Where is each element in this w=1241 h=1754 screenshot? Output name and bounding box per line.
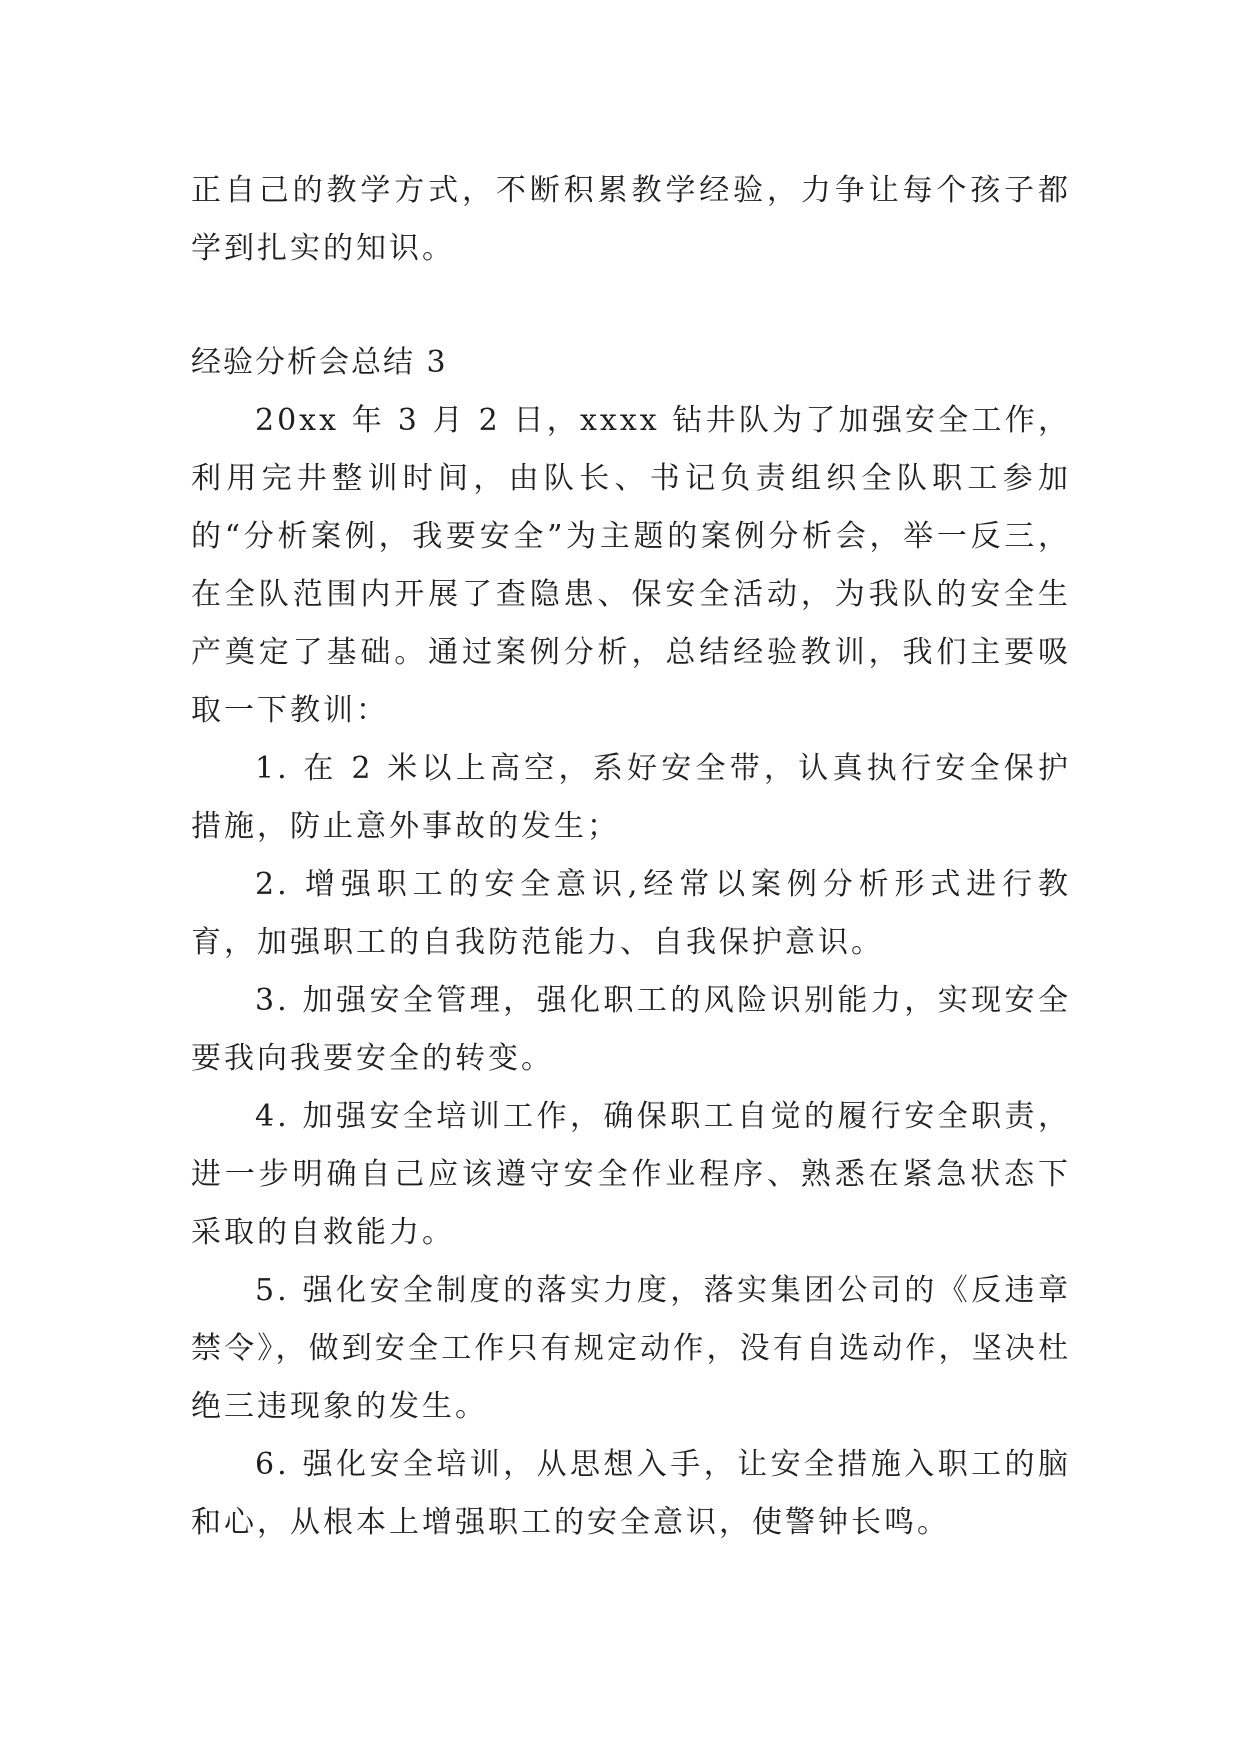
lesson-item-5: 5. 强化安全制度的落实力度，落实集团公司的《反违章禁令》，做到安全工作只有规定动作，没有自选动作，坚决杜绝三违现象的发生。 [191,1273,1071,1424]
intro-paragraph: 正自己的教学方式，不断积累教学经验，力争让每个孩子都学到扎实的知识。 [191,173,1071,266]
document-body [191,162,1071,1552]
opening-paragraph: 20xx 年 3 月 2 日，xxxx 钻井队为了加强安全工作，利用完井整训时间，由队长、书记负责组织全队职工参加的“分析案例，我要安全”为主题的案例分析会，举一反三，在全队范围内开展了查隐患、保安全活动，为我队的安全生产奠定了基础。通过案例分析，总结经验教训，我们主要吸取一下教训： [191,403,1071,728]
section-title: 经验分析会总结 3 [191,345,448,380]
lesson-item-4: 4. 加强安全培训工作，确保职工自觉的履行安全职责，进一步明确自己应该遵守安全作业程序、熟悉在紧急状态下采取的自救能力。 [191,1099,1071,1250]
lesson-item-3: 3. 加强安全管理，强化职工的风险识别能力，实现安全要我向我要安全的转变。 [191,983,1071,1076]
lesson-item-1: 1. 在 2 米以上高空，系好安全带，认真执行安全保护措施，防止意外事故的发生； [191,751,1071,844]
lesson-item-6: 6. 强化安全培训，从思想入手，让安全措施入职工的脑和心，从根本上增强职工的安全意识，使警钟长鸣。 [191,1447,1071,1540]
lesson-item-2: 2. 增强职工的安全意识,经常以案例分析形式进行教育，加强职工的自我防范能力、自我保护意识。 [191,867,1071,960]
